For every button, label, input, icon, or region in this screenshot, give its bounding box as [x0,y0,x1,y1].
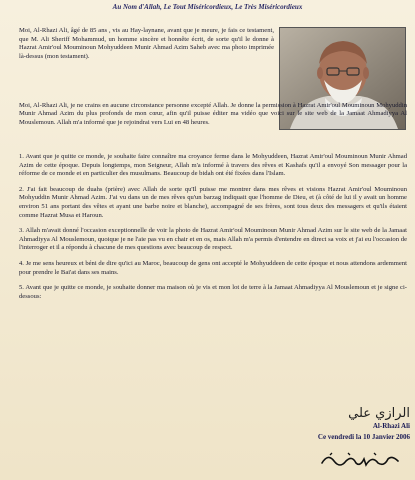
signature-block [240,406,410,444]
testament-paragraph-4: 4. Je me sens heureux et béni de dire qu'ici au Maroc, beaucoup de gens ont accepté le Mohyuddeen de cette époque et nous attendons ardemment pour prendre le Bai'at dans ses mains. [19,259,407,276]
testament-paragraph-3: 3. Allah m'avait donné l'occasion exceptionnelle de voir la photo de Hazrat Amir'oul Mouminoun Munir Ahmad Azim sur le site web de la Jamaat Ahmadiyya Al Mouslemoun, quoique je ne l'aie pas vu en chair et en os, mais Allah m'a permis d'entendre en direct sa voix et j'ai eu l'occasion de l'interroger et il a répondu à chacune de mes questions avec beaucoup de respect. [19,227,407,252]
signer-name: Al-Rhazi Ali [372,422,410,430]
intro-paragraph-2: Moi, Al-Rhazi Ali, je ne crains en aucune circonstance personne excepté Allah. Je donne la permission à Hazrat Amir'oul Mouminoun Mohyuddin Munir Ahmad Azim du plus profonds de mon cœur, afin qu'il puisse éditer ma vidéo que voici sur le site web de la Jamaat Ahmadiyya Al Mouslemoun. Allah m'a informé que je rejoindrai vers Lui en 48 heures. [19,101,407,126]
intro-text-2 [19,95,407,134]
intro-text [19,27,274,66]
signature-date: Ce vendredi la 10 Janvier 2006 [317,433,410,441]
intro-paragraph-1: Moi, Al-Rhazi Ali, âgé de 85 ans , vis au Hay-laynane, avant que je meure, je fais ce testament, que M. Ali Sheriff Mohammud, un homme sincère et honnête écrit, de sorte qu'il le donne à Hazrat Amir'oul Mouminoun Mohyuddeen Munir Ahmad Azim Saheb avec ma photo imprimée là-dessus (mon testament). [19,27,274,60]
testament-body [19,153,407,308]
testament-paragraph-1: 1. Avant que je quitte ce monde, je souhaite faire connaître ma croyance ferme dans le Mohyuddeen, Hazrat Amir'oul Mouminoun Munir Ahmad Azim de cette époque. Depuis longtemps, mon Seigneur, Allah m'a informé à travers des rêves et Kashafs qu'il a envoyé Son messager pour la réforme de ce monde et en particulier des musulmans. Beaucoup de bidah ont été fixées dans l'Islam. [19,153,407,178]
testament-paragraph-2: 2. J'ai fait beaucoup de duahs (prière) avec Allah de sorte qu'Il puisse me montrer dans mes rêves et visions Hazrat Amir'oul Mouminoun Mohyuddin Munir Ahmad Azim. J'ai vu dans un de mes rêves qu'un barzag indiquait que l'homme de Dieu, et (à côté de lui il y avait un homme environ 51 ans portant des vêtes et ayant une barbe noire et blanche), accompagné de ses frères, sont tous deux des messagers et qu'ils étaient comme Hazrat Musa et Haroun. [19,185,407,219]
page-header: Au Nom d'Allah, Le Tout Miséricordieux, Le Très Miséricordieux [112,3,303,11]
arabic-name: الرازي علي [348,406,410,421]
handwritten-signature [318,449,404,471]
testament-paragraph-5: 5. Avant que je quitte ce monde, je souhaite donner ma maison où je vis et mon lot de terre à la Jamaat Ahmadiyya Al Mouslemoun et je signe ci-dessous: [19,284,407,300]
